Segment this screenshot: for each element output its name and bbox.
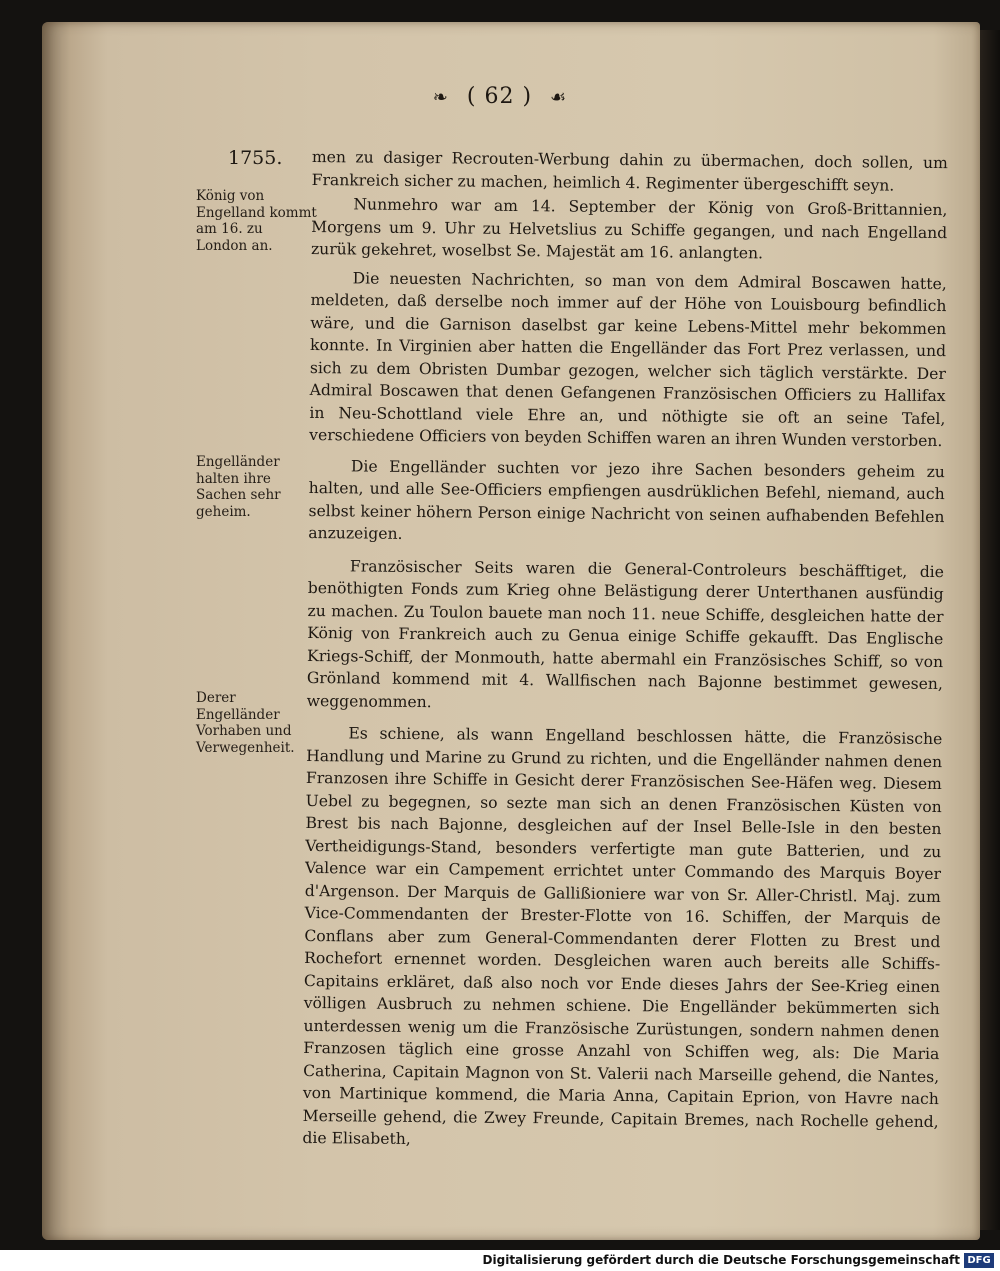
page-number: ( 62 ): [466, 84, 533, 109]
margin-year: 1755.: [228, 147, 283, 169]
page-header: [0, 84, 1000, 109]
margin-note-secrecy: Engelländer halten ihre Sachen sehr geheim.: [196, 454, 281, 520]
body-column: [302, 146, 948, 1156]
book-edge: [978, 30, 1000, 1230]
paragraph: men zu dasiger Recrouten-Werbung dahin zu übermachen, doch sollen, um Frankreich sicher zu machen, heimlich 4. Regimenter übergeschifft seyn.: [311, 147, 948, 195]
footer-bar: [0, 1250, 1000, 1271]
paragraph: Französischer Seits waren die General-Controleurs beschäfftiget, die benöthigten Fonds zum Krieg ohne Belästigung derer Unterthanen ausfündig zu machen. Zu Toulon bauete man noch 11. neue Schiffe, desgleichen hatte der König von Frankreich auch zu Genua einige Schiffe gekaufft. Das Englische Kriegs-Schiff, der Monmouth, hatte abermahl ein Französisches Schiff, so von Grönland kommend mit 4. Wallfischen nach Bajonne bestimmet gewesen, weggenommen.: [306, 556, 945, 711]
dfg-logo: DFG: [964, 1253, 994, 1268]
margin-note-intentions: Derer Engelländer Vorhaben und Verwegenheit.: [196, 690, 295, 756]
margin-note-king: König von Engelland kommt am 16. zu London an.: [196, 188, 317, 254]
ornament-left-icon: ❧: [432, 87, 449, 108]
paragraph: Es schiene, als wann Engelland beschlossen hätte, die Französische Handlung und Marine zu Grund zu richten, und die Engelländer nahmen denen Franzosen ihre Schiffe in Gesicht derer Französischen See-Häfen weg. Diesem Uebel zu begegnen, so sezte man sich an denen Französischen Küsten von Brest bis nach Bajonne, desgleichen auf der Insel Belle-Isle in den besten Vertheidigungs-Stand, besonders verfertigte man gute Batterien, und zu Valence war ein Campement errichtet unter Commando des Marquis Boyer d'Argenson. Der Marquis de Gallißioniere war von Sr. Aller-Christl. Maj. zum Vice-Commendanten der Brester-Flotte von 16. Schiffen, der Marquis de Conflans aber zum General-Commendanten derer Flotten zu Brest und Rochefort ernennet worden. Desgleichen waren auch bereits alle Schiffs-Capitains erkläret, daß also noch vor Ende dieses Jahrs der See-Krieg einen völligen Ausbruch zu nehmen schiene. Die Engelländer bekümmerten sich unterdessen wenig um die Französische Zurüstungen, sondern nahmen denen Franzosen täglich eine grosse Anzahl von Schiffen weg, als: Die Maria Catherina, Capitain Magnon von St. Valerii nach Marseille gehend, die Nantes, von Martinique kommend, die Maria Anna, Capitain Eprion, von Havre nach Merseille gehend, die Zwey Freunde, Capitain Bremes, nach Rochelle gehend, die Elisabeth,: [302, 724, 943, 1148]
paragraph: Die Engelländer suchten vor jezo ihre Sachen besonders geheim zu halten, und alle See-Officiers empfiengen ausdrüklichen Befehl, niemand, auch selbst keiner höhern Person einige Nachricht von seinen aufhabenden Befehlen anzuzeigen.: [308, 456, 945, 543]
paragraph: Die neuesten Nachrichten, so man von dem Admiral Boscawen hatte, meldeten, daß derselbe noch immer auf der Höhe von Louisbourg befindlich wäre, und die Garnison daselbst gar keine Lebens-Mittel mehr bekommen konnte. In Virginien aber hatten die Engelländer das Fort Prez verlassen, und sich zu dem Obristen Dumbar gezogen, welcher sich täglich verstärkte. Der Admiral Boscawen that denen Gefangenen Französischen Officiers zu Hallifax in Neu-Schottland viele Ehre an, und nöthigte sie oft an seine Tafel, verschiedene Officiers von beyden Schiffen waren an ihren Wunden verstorben.: [309, 268, 947, 451]
paragraph: Nunmehro war am 14. September der König von Groß-Brittannien, Morgens um 9. Uhr zu Helvetslius zu Schiffe gegangen, und nach Engelland zurük gekehret, woselbst Se. Majestät am 16. anlangten.: [310, 195, 948, 263]
funding-acknowledgement: Digitalisierung gefördert durch die Deutsche Forschungsgemeinschaft: [482, 1253, 960, 1267]
ornament-right-icon: ☙: [550, 87, 568, 108]
